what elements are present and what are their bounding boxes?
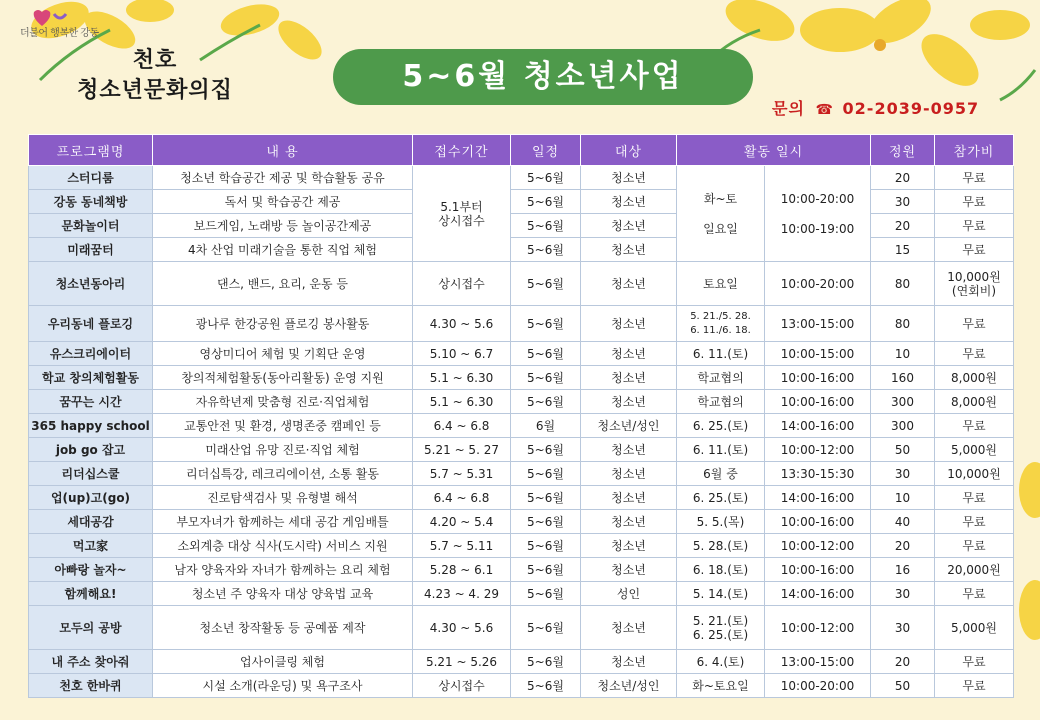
program-target: 청소년 [581,510,677,534]
program-schedule: 5~6월 [511,486,581,510]
program-period: 5.10 ~ 6.7 [413,342,511,366]
program-fee: 무료 [935,582,1014,606]
program-day [677,606,765,650]
contact-label: 문의 [772,99,805,118]
program-period: 4.23 ~ 4. 29 [413,582,511,606]
program-time: 10:00-16:00 [765,366,871,390]
program-content: 청소년 창작활동 등 공예품 제작 [153,606,413,650]
program-time: 10:00-16:00 [765,390,871,414]
program-period: 6.4 ~ 6.8 [413,486,511,510]
program-period: 4.30 ~ 5.6 [413,306,511,342]
program-content: 미래산업 유망 진로·직업 체험 [153,438,413,462]
program-day: 6. 4.(토) [677,650,765,674]
program-target: 청소년/성인 [581,414,677,438]
program-schedule: 5~6월 [511,262,581,306]
program-period: 5.1 ~ 6.30 [413,390,511,414]
program-time: 10:00-12:00 [765,606,871,650]
program-target: 청소년 [581,558,677,582]
program-name: 아빠랑 놀자~ [29,558,153,582]
program-period: 4.20 ~ 5.4 [413,510,511,534]
day-line2: 6. 11./6. 18. [690,324,751,336]
header-capacity: 정원 [871,135,935,166]
program-content: 업사이클링 체험 [153,650,413,674]
program-time: 10:00-15:00 [765,342,871,366]
program-content: 소외계층 대상 식사(도시락) 서비스 지원 [153,534,413,558]
fee-line2: (연회비) [951,283,997,298]
program-schedule: 5~6월 [511,390,581,414]
program-schedule: 5~6월 [511,606,581,650]
program-name: 내 주소 찾아줘 [29,650,153,674]
table-header-row [29,135,1014,166]
program-table [28,134,1014,698]
program-schedule: 5~6월 [511,534,581,558]
program-target: 청소년 [581,262,677,306]
program-time: 14:00-16:00 [765,486,871,510]
program-fee: 무료 [935,190,1014,214]
program-fee: 무료 [935,306,1014,342]
program-fee: 20,000원 [935,558,1014,582]
table-row [29,462,1014,486]
program-target: 청소년 [581,306,677,342]
program-time: 10:00-12:00 [765,438,871,462]
program-name: 천호 한바퀴 [29,674,153,698]
program-day: 6. 25.(토) [677,486,765,510]
program-time: 10:00-12:00 [765,534,871,558]
table-row [29,650,1014,674]
program-day: 5. 14.(토) [677,582,765,606]
contact-info [772,96,979,119]
program-target: 청소년 [581,190,677,214]
program-schedule: 5~6월 [511,462,581,486]
table-row [29,414,1014,438]
table-row [29,342,1014,366]
program-period: 5.21 ~ 5. 27 [413,438,511,462]
program-name: 미래꿈터 [29,238,153,262]
period-line1: 5.1부터 [440,199,483,214]
program-target: 청소년 [581,342,677,366]
day-line1: 5. 21./5. 28. [690,310,751,322]
table-row [29,262,1014,306]
program-target: 청소년 [581,462,677,486]
program-name: 꿈꾸는 시간 [29,390,153,414]
program-schedule: 5~6월 [511,674,581,698]
program-day: 화~토요일 [677,674,765,698]
program-period: 6.4 ~ 6.8 [413,414,511,438]
program-period: 5.28 ~ 6.1 [413,558,511,582]
program-target: 청소년 [581,166,677,190]
program-name: 유스크리에이터 [29,342,153,366]
program-schedule: 6월 [511,414,581,438]
program-capacity: 20 [871,166,935,190]
program-fee: 무료 [935,534,1014,558]
program-period: 4.30 ~ 5.6 [413,606,511,650]
program-time: 10:00-16:00 [765,558,871,582]
program-capacity: 40 [871,510,935,534]
day-weekday: 화~토 [703,191,738,206]
program-time: 13:00-15:00 [765,306,871,342]
program-name: 학교 창의체험활동 [29,366,153,390]
program-name: 모두의 공방 [29,606,153,650]
period-line2: 상시접수 [438,213,485,228]
program-fee: 8,000원 [935,366,1014,390]
program-schedule: 5~6월 [511,214,581,238]
program-day: 5. 28.(토) [677,534,765,558]
program-day: 6. 18.(토) [677,558,765,582]
program-schedule: 5~6월 [511,238,581,262]
program-target: 성인 [581,582,677,606]
activity-day-merged [677,166,765,262]
header-fee: 참가비 [935,135,1014,166]
table-row [29,438,1014,462]
table-row [29,606,1014,650]
program-name: 리더십스쿨 [29,462,153,486]
program-schedule: 5~6월 [511,510,581,534]
program-schedule: 5~6월 [511,650,581,674]
program-fee: 8,000원 [935,390,1014,414]
program-capacity: 50 [871,674,935,698]
header-schedule: 일정 [511,135,581,166]
program-content: 4차 산업 미래기술을 통한 직업 체험 [153,238,413,262]
table-row [29,366,1014,390]
program-day: 5. 5.(목) [677,510,765,534]
program-target: 청소년 [581,606,677,650]
program-period: 5.7 ~ 5.31 [413,462,511,486]
program-content: 진로탐색검사 및 유형별 해석 [153,486,413,510]
program-content: 교통안전 및 환경, 생명존중 캠페인 등 [153,414,413,438]
program-content: 창의적체험활동(동아리활동) 운영 지원 [153,366,413,390]
table-row [29,534,1014,558]
program-time: 10:00-16:00 [765,510,871,534]
program-period: 상시접수 [413,262,511,306]
program-capacity: 160 [871,366,935,390]
program-day: 6. 11.(토) [677,342,765,366]
program-day: 토요일 [677,262,765,306]
logo-text: 더불어 행복한 강동 [20,28,99,39]
program-fee: 무료 [935,674,1014,698]
day-line2: 6. 25.(토) [692,627,749,642]
program-content: 남자 양육자와 자녀가 함께하는 요리 체험 [153,558,413,582]
table-row [29,674,1014,698]
program-target: 청소년 [581,534,677,558]
program-name: 청소년동아리 [29,262,153,306]
program-name: 문화놀이터 [29,214,153,238]
program-fee [935,262,1014,306]
table-row [29,510,1014,534]
telephone-icon: ☎ [815,102,834,118]
program-capacity: 20 [871,534,935,558]
registration-period-merged [413,166,511,262]
program-name: 강동 동네책방 [29,190,153,214]
program-capacity: 50 [871,438,935,462]
program-fee: 5,000원 [935,438,1014,462]
program-fee: 무료 [935,650,1014,674]
center-name-line1: 천호 [132,48,178,73]
program-target: 청소년 [581,486,677,510]
header-content: 내 용 [153,135,413,166]
program-target: 청소년 [581,238,677,262]
program-content: 영상미디어 체험 및 기획단 운영 [153,342,413,366]
program-day: 6. 25.(토) [677,414,765,438]
program-schedule: 5~6월 [511,342,581,366]
header-registration-period: 접수기간 [413,135,511,166]
program-fee: 무료 [935,414,1014,438]
program-capacity: 20 [871,650,935,674]
time-sunday: 10:00-19:00 [780,221,855,236]
program-capacity: 16 [871,558,935,582]
program-content: 청소년 주 양육자 대상 양육법 교육 [153,582,413,606]
contact-phone: 02-2039-0957 [842,99,980,118]
program-capacity: 30 [871,190,935,214]
program-name: 업(up)고(go) [29,486,153,510]
program-fee: 10,000원 [935,462,1014,486]
program-schedule: 5~6월 [511,190,581,214]
program-time: 14:00-16:00 [765,414,871,438]
program-name: 365 happy school [29,414,153,438]
program-capacity: 30 [871,462,935,486]
program-capacity: 30 [871,606,935,650]
program-capacity: 300 [871,390,935,414]
table-row [29,582,1014,606]
fee-line1: 10,000원 [947,269,1001,284]
program-day [677,306,765,342]
center-name-line2: 청소년문화의집 [77,78,233,103]
program-schedule: 5~6월 [511,366,581,390]
day-line1: 5. 21.(토) [692,613,749,628]
program-target: 청소년 [581,390,677,414]
program-day: 학교협의 [677,390,765,414]
header-program-name: 프로그램명 [29,135,153,166]
program-fee: 5,000원 [935,606,1014,650]
table-row [29,390,1014,414]
program-fee: 무료 [935,510,1014,534]
program-period: 5.1 ~ 6.30 [413,366,511,390]
program-content: 보드게임, 노래방 등 놀이공간제공 [153,214,413,238]
header-activity-datetime: 활동 일시 [677,135,871,166]
program-time: 14:00-16:00 [765,582,871,606]
program-capacity: 10 [871,342,935,366]
program-schedule: 5~6월 [511,582,581,606]
table-row [29,166,1014,190]
program-name: 우리동네 플로깅 [29,306,153,342]
program-target: 청소년 [581,650,677,674]
program-capacity: 10 [871,486,935,510]
program-fee: 무료 [935,166,1014,190]
program-content: 댄스, 밴드, 요리, 운동 등 [153,262,413,306]
program-name: 세대공감 [29,510,153,534]
program-content: 자유학년제 맞춤형 진로·직업체험 [153,390,413,414]
program-content: 부모자녀가 함께하는 세대 공감 게임배틀 [153,510,413,534]
program-period: 상시접수 [413,674,511,698]
program-capacity: 80 [871,262,935,306]
page-title: 5~6월 청소년사업 [333,49,753,105]
program-target: 청소년 [581,214,677,238]
program-capacity: 20 [871,214,935,238]
program-content: 독서 및 학습공간 제공 [153,190,413,214]
program-capacity: 15 [871,238,935,262]
program-period: 5.21 ~ 5.26 [413,650,511,674]
header-target: 대상 [581,135,677,166]
program-name: job go 잡고 [29,438,153,462]
program-name: 스터디룸 [29,166,153,190]
program-schedule: 5~6월 [511,438,581,462]
program-name: 함께해요! [29,582,153,606]
program-target: 청소년 [581,438,677,462]
program-day: 6월 중 [677,462,765,486]
program-time: 10:00-20:00 [765,262,871,306]
table-row [29,486,1014,510]
activity-time-merged [765,166,871,262]
program-fee: 무료 [935,342,1014,366]
program-capacity: 30 [871,582,935,606]
program-schedule: 5~6월 [511,166,581,190]
program-name: 먹고家 [29,534,153,558]
program-schedule: 5~6월 [511,306,581,342]
program-fee: 무료 [935,214,1014,238]
program-content: 광나루 한강공원 플로깅 봉사활동 [153,306,413,342]
program-target: 청소년/성인 [581,674,677,698]
program-day: 6. 11.(토) [677,438,765,462]
program-fee: 무료 [935,238,1014,262]
program-capacity: 300 [871,414,935,438]
center-name [60,46,250,106]
program-time: 10:00-20:00 [765,674,871,698]
program-capacity: 80 [871,306,935,342]
table-row [29,558,1014,582]
day-sunday: 일요일 [703,221,738,236]
program-fee: 무료 [935,486,1014,510]
program-target: 청소년 [581,366,677,390]
time-weekday: 10:00-20:00 [780,191,855,206]
program-time: 13:00-15:00 [765,650,871,674]
program-day: 학교협의 [677,366,765,390]
program-content: 리더십특강, 레크리에이션, 소통 활동 [153,462,413,486]
program-time: 13:30-15:30 [765,462,871,486]
program-period: 5.7 ~ 5.11 [413,534,511,558]
program-content: 청소년 학습공간 제공 및 학습활동 공유 [153,166,413,190]
program-schedule: 5~6월 [511,558,581,582]
table-row [29,306,1014,342]
program-content: 시설 소개(라운딩) 및 욕구조사 [153,674,413,698]
